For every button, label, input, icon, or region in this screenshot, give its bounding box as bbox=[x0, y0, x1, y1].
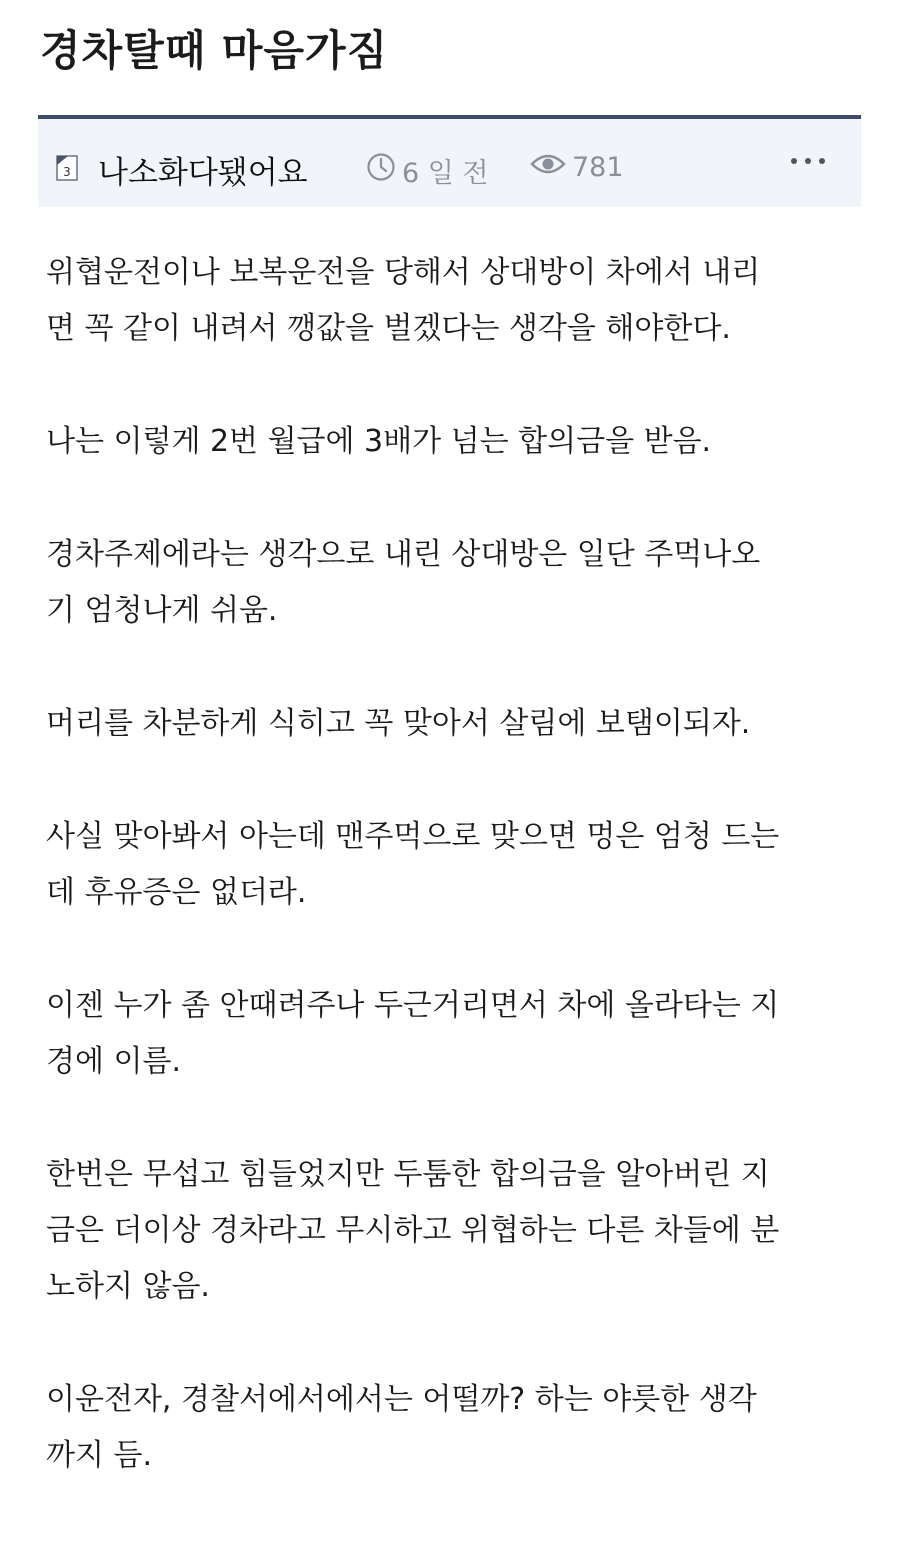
post-time bbox=[366, 151, 489, 190]
svg-text:3: 3 bbox=[63, 165, 71, 179]
paragraph: 이젠 누가 좀 안때려주나 두근거리면서 차에 올라타는 지 경에 이름. bbox=[46, 988, 780, 1079]
views-text: 781 bbox=[572, 152, 624, 183]
clock-icon bbox=[366, 152, 396, 189]
paragraph: 이운전자, 경찰서에서에서는 어떨까? 하는 야릇한 생각 까지 듬. bbox=[46, 1382, 757, 1473]
paragraph: 경차주제에라는 생각으로 내린 상대방은 일단 주먹나오 기 엄청나게 쉬움. bbox=[46, 537, 761, 628]
post-body bbox=[46, 245, 876, 1541]
level-3-icon bbox=[56, 155, 78, 181]
post-meta-bar bbox=[38, 115, 861, 207]
author-name[interactable]: 나소화다됐어요 bbox=[98, 155, 308, 191]
paragraph: 한번은 무섭고 힘들었지만 두툼한 합의금을 알아버린 지 금은 더이상 경차라고 무시하고 위협하는 다른 차들에 분 노하지 않음. bbox=[46, 1157, 780, 1304]
paragraph: 위협운전이나 보복운전을 당해서 상대방이 차에서 내리 면 꼭 같이 내려서 깽값을 벌겠다는 생각을 해야한다. bbox=[46, 255, 761, 346]
paragraph: 나는 이렇게 2번 월급에 3배가 넘는 합의금을 받음. bbox=[46, 424, 712, 459]
eye-icon bbox=[530, 151, 566, 184]
paragraph: 사실 맞아봐서 아는데 맨주먹으로 맞으면 멍은 엄청 드는 데 후유증은 없더라. bbox=[46, 819, 780, 910]
time-text: 6 일 전 bbox=[402, 158, 489, 189]
view-count bbox=[530, 151, 624, 184]
post-title: 경차탈때 마음가짐 bbox=[40, 26, 389, 75]
more-dots-icon[interactable] bbox=[785, 143, 831, 179]
paragraph: 머리를 차분하게 식히고 꼭 맞아서 살림에 보탬이되자. bbox=[46, 706, 751, 741]
